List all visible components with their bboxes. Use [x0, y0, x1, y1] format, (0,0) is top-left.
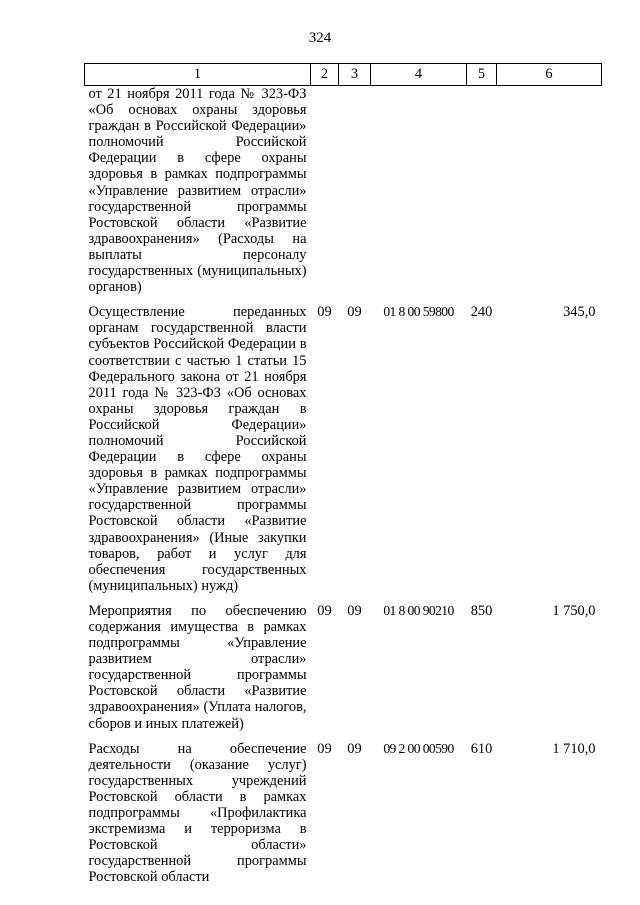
row-section — [311, 86, 339, 305]
row-section: 09 — [317, 602, 332, 619]
page-number: 324 — [308, 30, 332, 46]
row-description: от 21 ноября 2011 года № 323-ФЗ «Об основах охраны здоровья граждан в Российской Федерации» полномочий Российской Федерации в сфере охраны здоровья в рамках подпрограммы «Управление развитием отрасли» государственной программы Ростовской области «Развитие здравоохранения» (Расходы на выплаты персоналу государственных (муниципальных) органов) — [88, 86, 307, 296]
column-header-6: 6 — [497, 64, 602, 86]
table-row — [85, 304, 602, 603]
table-row — [85, 603, 602, 741]
column-header-3: 3 — [339, 64, 371, 86]
row-amount — [497, 86, 602, 305]
table-header-row — [85, 64, 602, 86]
row-expense-type: 850 — [470, 602, 493, 619]
table-row — [85, 86, 602, 305]
row-amount: 1 750,0 — [552, 602, 596, 619]
row-expense-type — [467, 86, 497, 305]
row-expense-type: 240 — [470, 304, 493, 321]
row-target-article — [371, 86, 467, 305]
column-header-5: 5 — [467, 64, 497, 86]
column-header-1: 1 — [85, 64, 311, 86]
column-header-2: 2 — [311, 64, 339, 86]
row-section: 09 — [317, 740, 332, 757]
row-target-article: 09 2 00 00590 — [383, 740, 454, 756]
row-subsection: 09 — [347, 740, 362, 757]
row-amount: 1 710,0 — [552, 740, 596, 757]
row-amount: 345,0 — [563, 304, 596, 321]
row-subsection: 09 — [347, 304, 362, 321]
row-section: 09 — [317, 304, 332, 321]
row-subsection — [339, 86, 371, 305]
row-description: Мероприятия по обеспечению содержания имущества в рамках подпрограммы «Управление развитием отрасли» государственной программы Ростовской области «Развитие здравоохранения» (Уплата налогов, сборов и иных платежей) — [88, 602, 307, 732]
row-target-article: 01 8 00 59800 — [383, 304, 454, 320]
budget-table — [84, 63, 602, 895]
table-row — [85, 741, 602, 895]
row-target-article: 01 8 00 90210 — [383, 602, 454, 618]
row-description: Осуществление переданных органам государственной власти субъектов Российской Федерации в соответствии с частью 1 статьи 15 Федерального закона от 21 ноября 2011 года № 323-ФЗ «Об основах охраны здоровья граждан в Российской Федерации» полномочий Российской Федерации в сфере охраны здоровья в рамках подпрограммы «Управление развитием отрасли» государственной программы Ростовской области «Развитие здравоохранения» (Иные закупки товаров, работ и услуг для обеспечения государственных (муниципальных) нужд) — [88, 304, 307, 594]
row-subsection: 09 — [347, 602, 362, 619]
column-header-4: 4 — [371, 64, 467, 86]
row-expense-type: 610 — [470, 740, 493, 757]
row-description: Расходы на обеспечение деятельности (оказание услуг) государственных учреждений Ростовской области в рамках подпрограммы «Профилактика экстремизма и терроризма в Ростовской области» государственной программы Ростовской области — [88, 740, 307, 886]
